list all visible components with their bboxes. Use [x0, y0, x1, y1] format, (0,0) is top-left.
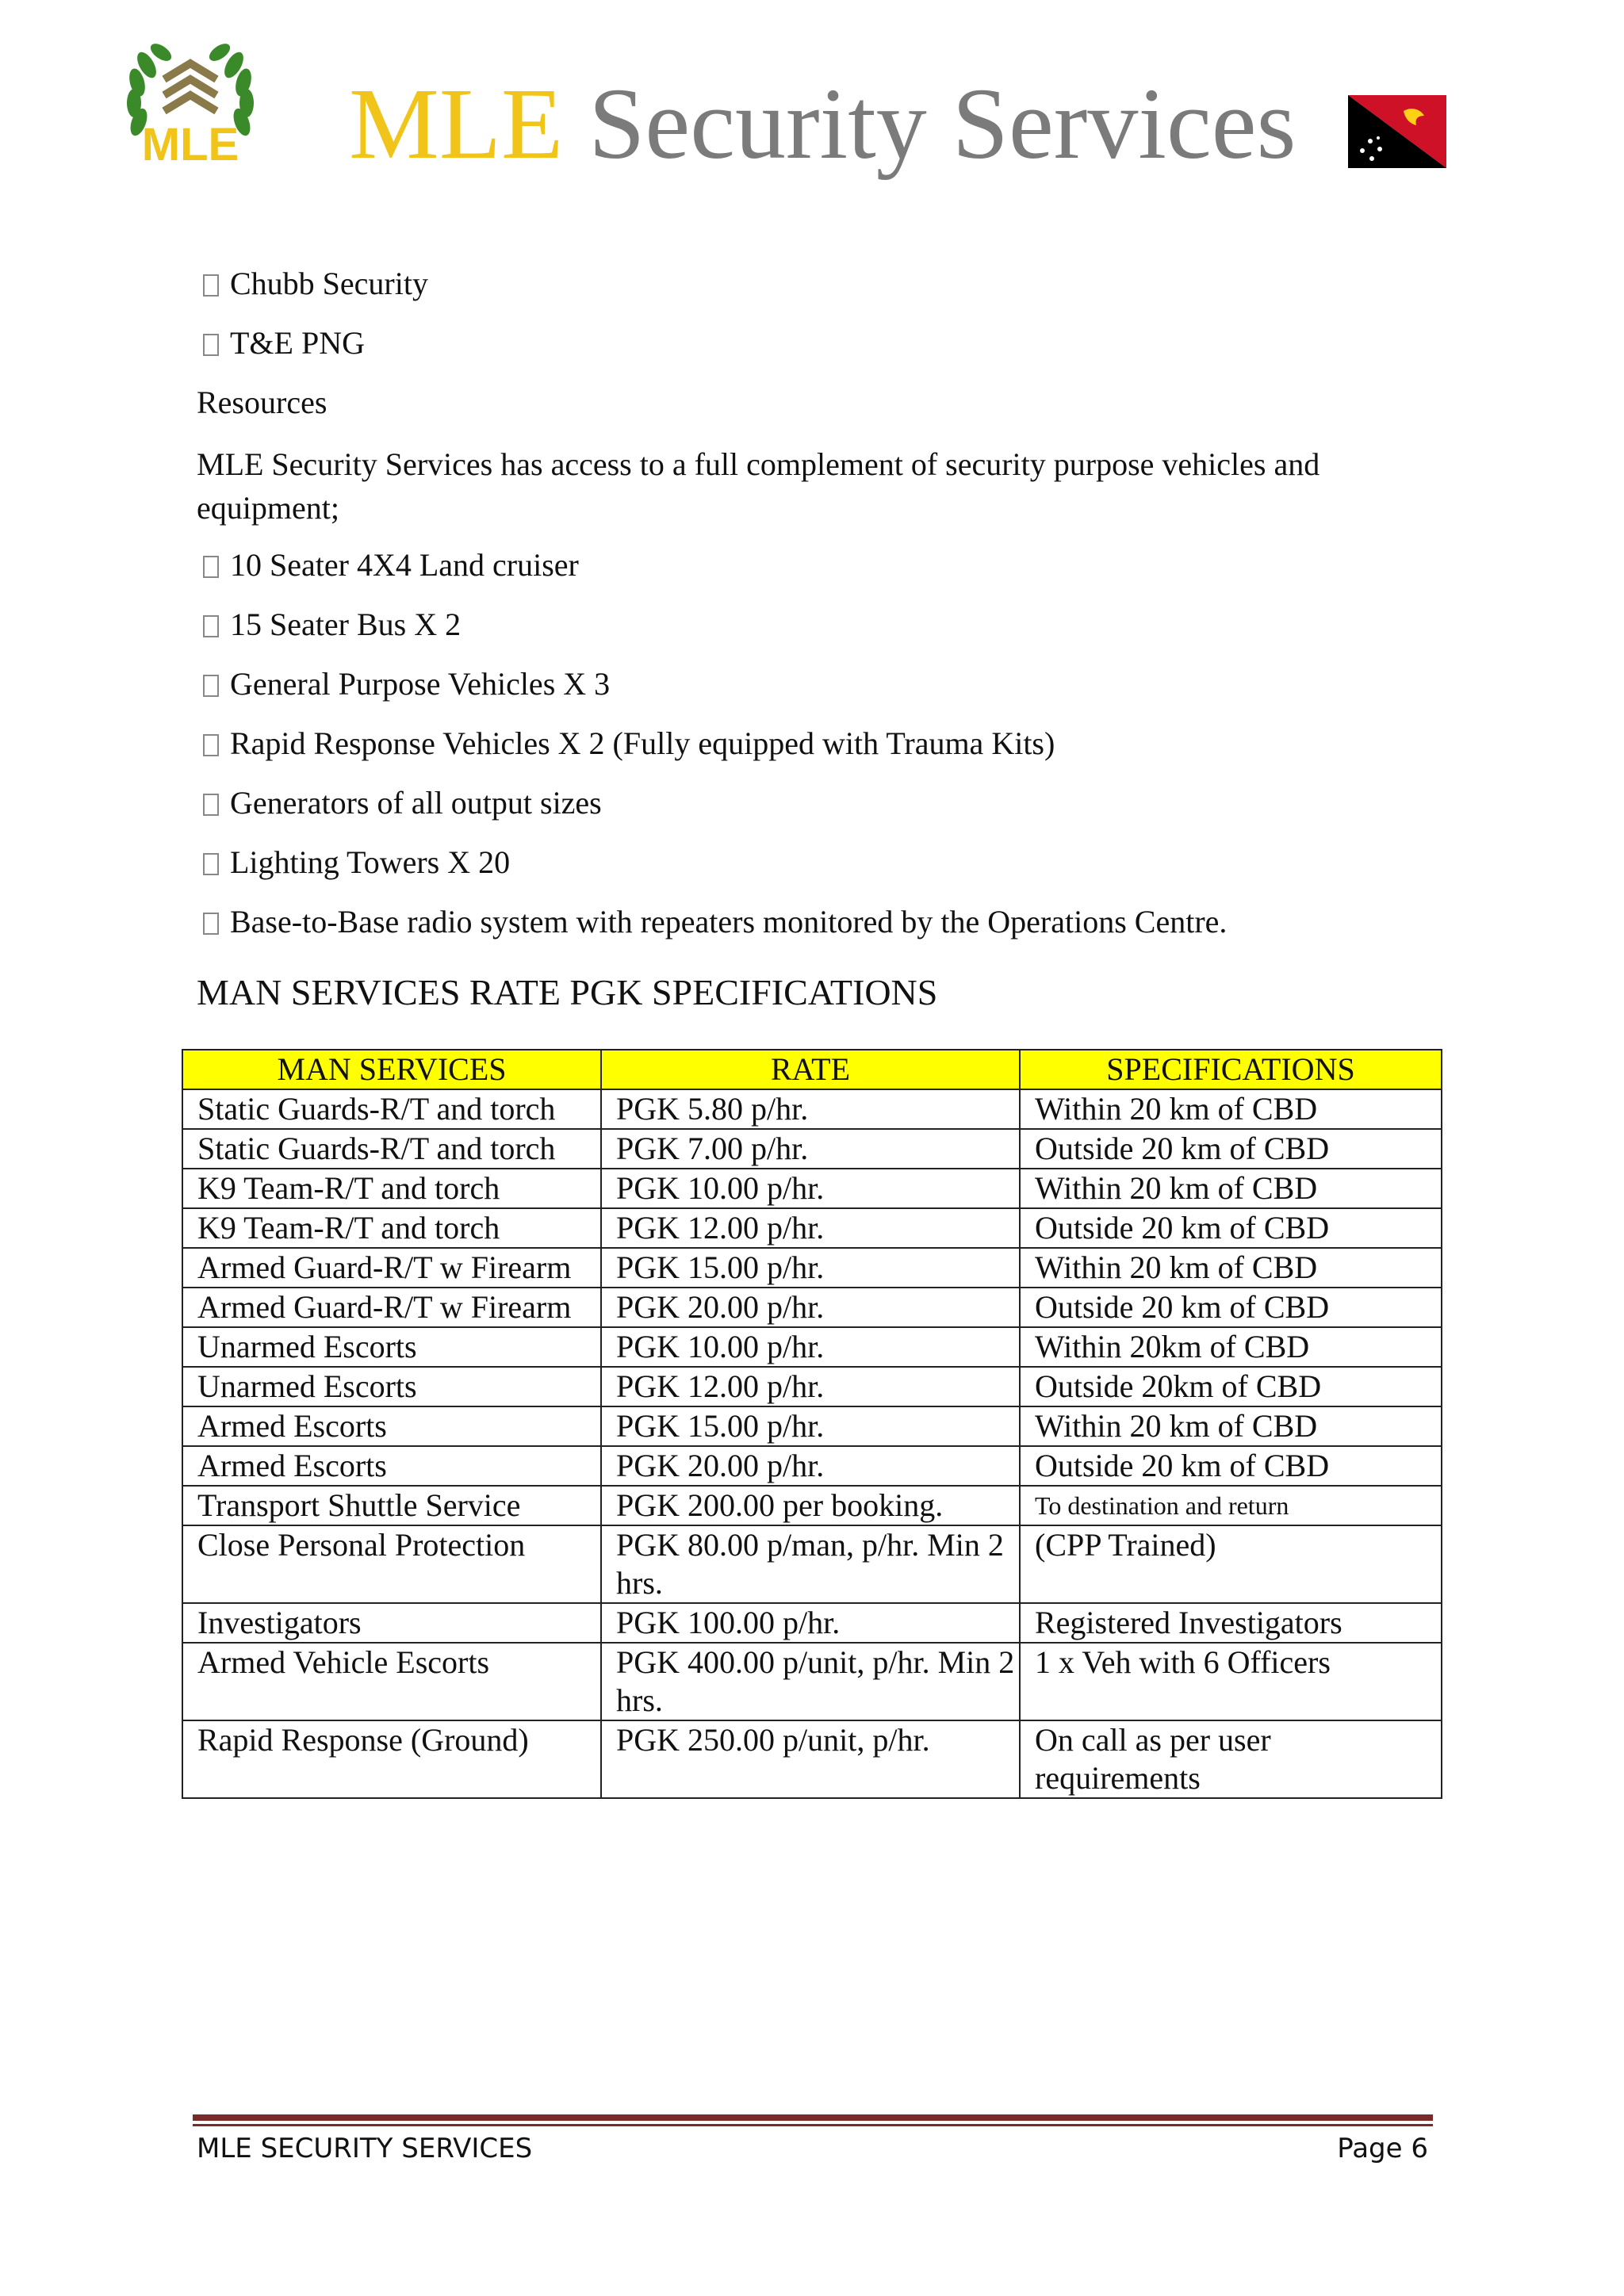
cell-rate: PGK 200.00 per booking. — [601, 1486, 1020, 1525]
footer-divider — [193, 2114, 1433, 2121]
cell-spec: 1 x Veh with 6 Officers — [1020, 1643, 1442, 1720]
checkbox-glyph-icon — [203, 615, 219, 637]
cell-spec: Within 20 km of CBD — [1020, 1169, 1442, 1208]
header-man-services: MAN SERVICES — [182, 1050, 601, 1089]
table-row — [182, 1446, 1442, 1486]
cell-spec: On call as per user requirements — [1020, 1720, 1442, 1798]
cell-service: Armed Escorts — [182, 1446, 601, 1486]
checkbox-glyph-icon — [203, 794, 219, 816]
footer-company: MLE SECURITY SERVICES — [197, 2133, 533, 2164]
cell-service: Static Guards-R/T and torch — [182, 1129, 601, 1169]
cell-service: Armed Escorts — [182, 1406, 601, 1446]
list-item: General Purpose Vehicles X 3 — [197, 664, 1450, 704]
table-row — [182, 1288, 1442, 1327]
cell-rate: PGK 400.00 p/unit, p/hr. Min 2 hrs. — [601, 1643, 1020, 1720]
cell-service: K9 Team-R/T and torch — [182, 1169, 601, 1208]
cell-service: Unarmed Escorts — [182, 1327, 601, 1367]
checkbox-glyph-icon — [203, 734, 219, 756]
mle-logo — [115, 33, 266, 176]
list-item: 15 Seater Bus X 2 — [197, 605, 1450, 645]
cell-spec: Within 20 km of CBD — [1020, 1406, 1442, 1446]
list-item: Base-to-Base radio system with repeaters monitored by the Operations Centre. — [197, 902, 1450, 942]
cell-rate: PGK 10.00 p/hr. — [601, 1169, 1020, 1208]
cell-spec: Outside 20 km of CBD — [1020, 1446, 1442, 1486]
table-header-row — [182, 1050, 1442, 1089]
list-item: T&E PNG — [197, 323, 1450, 363]
cell-spec: (CPP Trained) — [1020, 1525, 1442, 1603]
table-row — [182, 1406, 1442, 1446]
cell-rate: PGK 15.00 p/hr. — [601, 1406, 1020, 1446]
cell-spec: Outside 20 km of CBD — [1020, 1129, 1442, 1169]
table-row — [182, 1169, 1442, 1208]
logo-text: MLE — [141, 119, 239, 170]
header-specifications: SPECIFICATIONS — [1020, 1050, 1442, 1089]
cell-rate: PGK 5.80 p/hr. — [601, 1089, 1020, 1129]
table-row — [182, 1367, 1442, 1406]
cell-rate: PGK 7.00 p/hr. — [601, 1129, 1020, 1169]
section-heading: MAN SERVICES RATE PGK SPECIFICATIONS — [197, 972, 938, 1012]
cell-rate: PGK 250.00 p/unit, p/hr. — [601, 1720, 1020, 1798]
header-rate: RATE — [601, 1050, 1020, 1089]
cell-service: Static Guards-R/T and torch — [182, 1089, 601, 1129]
cell-rate: PGK 12.00 p/hr. — [601, 1208, 1020, 1248]
list-item: Rapid Response Vehicles X 2 (Fully equipped with Trauma Kits) — [197, 724, 1450, 763]
page-header — [0, 0, 1624, 206]
table-row — [182, 1525, 1442, 1603]
checkbox-glyph-icon — [203, 675, 219, 697]
checkbox-glyph-icon — [203, 556, 219, 578]
table-row — [182, 1720, 1442, 1798]
cell-spec: To destination and return — [1020, 1486, 1442, 1525]
cell-service: K9 Team-R/T and torch — [182, 1208, 601, 1248]
list-item: Chubb Security — [197, 264, 1450, 304]
cell-rate: PGK 100.00 p/hr. — [601, 1603, 1020, 1643]
png-flag-icon — [1348, 95, 1446, 168]
table-row — [182, 1129, 1442, 1169]
list-item: 10 Seater 4X4 Land cruiser — [197, 545, 1450, 585]
cell-rate: PGK 20.00 p/hr. — [601, 1446, 1020, 1486]
checkbox-glyph-icon — [203, 274, 219, 297]
list-item: Generators of all output sizes — [197, 783, 1450, 823]
cell-service: Unarmed Escorts — [182, 1367, 601, 1406]
cell-spec: Outside 20 km of CBD — [1020, 1208, 1442, 1248]
cell-service: Armed Vehicle Escorts — [182, 1643, 601, 1720]
cell-rate: PGK 20.00 p/hr. — [601, 1288, 1020, 1327]
cell-spec: Within 20 km of CBD — [1020, 1089, 1442, 1129]
checkbox-glyph-icon — [203, 853, 219, 875]
table-row — [182, 1327, 1442, 1367]
table-row — [182, 1486, 1442, 1525]
list-item: Lighting Towers X 20 — [197, 843, 1450, 882]
cell-service: Armed Guard-R/T w Firearm — [182, 1288, 601, 1327]
cell-rate: PGK 80.00 p/man, p/hr. Min 2 hrs. — [601, 1525, 1020, 1603]
cell-service: Close Personal Protection — [182, 1525, 601, 1603]
cell-spec: Outside 20 km of CBD — [1020, 1288, 1442, 1327]
cell-service: Rapid Response (Ground) — [182, 1720, 601, 1798]
page-title — [349, 67, 1297, 180]
resources-paragraph: MLE Security Services has access to a full complement of security purpose vehicles and equipment; — [197, 446, 1320, 526]
table-row — [182, 1089, 1442, 1129]
cell-spec: Outside 20km of CBD — [1020, 1367, 1442, 1406]
table-row — [182, 1248, 1442, 1288]
cell-service: Investigators — [182, 1603, 601, 1643]
cell-rate: PGK 15.00 p/hr. — [601, 1248, 1020, 1288]
cell-rate: PGK 12.00 p/hr. — [601, 1367, 1020, 1406]
cell-spec: Within 20km of CBD — [1020, 1327, 1442, 1367]
cell-service: Armed Guard-R/T w Firearm — [182, 1248, 601, 1288]
footer-divider-thin — [193, 2124, 1433, 2126]
rates-table — [182, 1049, 1442, 1799]
table-row — [182, 1603, 1442, 1643]
checkbox-glyph-icon — [203, 334, 219, 356]
cell-service: Transport Shuttle Service — [182, 1486, 601, 1525]
table-row — [182, 1643, 1442, 1720]
main-content — [197, 264, 1450, 962]
table-row — [182, 1208, 1442, 1248]
title-rest: Security Services — [588, 67, 1297, 180]
checkbox-glyph-icon — [203, 913, 219, 935]
resources-label: Resources — [197, 385, 327, 420]
title-brand: MLE — [349, 67, 564, 180]
cell-rate: PGK 10.00 p/hr. — [601, 1327, 1020, 1367]
cell-spec: Within 20 km of CBD — [1020, 1248, 1442, 1288]
cell-spec: Registered Investigators — [1020, 1603, 1442, 1643]
page-number: Page 6 — [1337, 2133, 1428, 2164]
